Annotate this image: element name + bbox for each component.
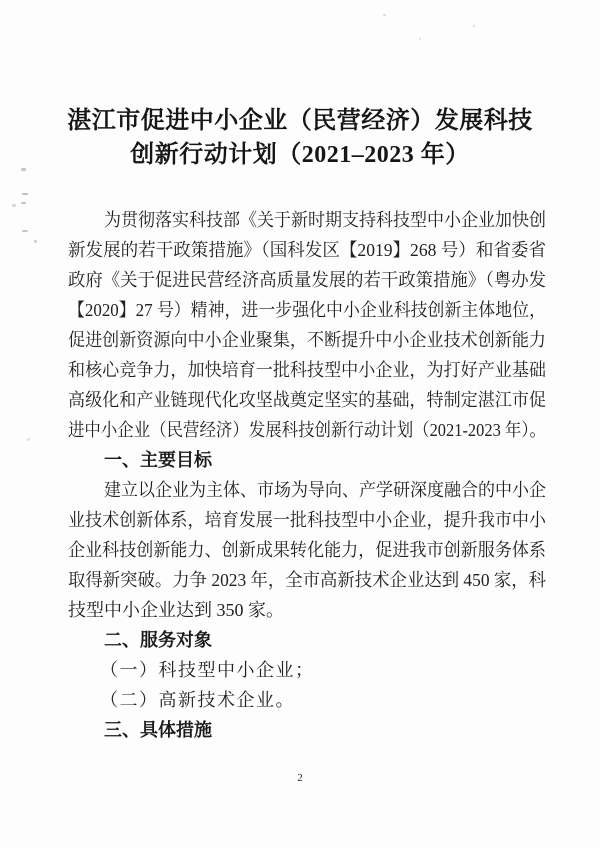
text-line bbox=[68, 565, 546, 595]
document-title-line-2: 创新行动计划（2021–2023 年） bbox=[130, 142, 470, 168]
text-line bbox=[68, 235, 546, 265]
text-line bbox=[68, 475, 546, 505]
section-heading bbox=[68, 445, 546, 475]
text-line-content: 企业科技创新能力、创新成果转化能力，促进我市创新服务体系 bbox=[68, 540, 546, 560]
text-line-content: 取得新突破。力争 2023 年，全市高新技术企业达到 450 家，科 bbox=[68, 570, 546, 590]
text-line-content: 高级化和产业链现代化攻坚战奠定坚实的基础，特制定湛江市促 bbox=[68, 390, 546, 410]
text-line-content: 为贯彻落实科技部《关于新时期支持科技型中小企业加快创 bbox=[104, 210, 546, 230]
scan-speck bbox=[21, 168, 26, 171]
document-body bbox=[68, 205, 546, 745]
text-line-content: 和核心竞争力，加快培育一批科技型中小企业，为打好产业基础 bbox=[68, 360, 546, 380]
text-line-content: 业技术创新体系，培育发展一批科技型中小企业，提升我市中小 bbox=[68, 510, 546, 530]
scan-speck bbox=[34, 240, 37, 243]
text-line-content: （一）科技型中小企业； bbox=[100, 660, 315, 680]
text-line bbox=[68, 385, 546, 415]
text-line-content: 促进创新资源向中小企业聚集，不断提升中小企业技术创新能力 bbox=[68, 330, 546, 350]
text-line bbox=[68, 685, 546, 715]
document-title-line-1: 湛江市促进中小企业（民营经济）发展科技 bbox=[67, 108, 533, 134]
text-line-content: 【2020】27 号）精神，进一步强化中小企业科技创新主体地位， bbox=[68, 300, 546, 320]
scan-speck bbox=[27, 438, 30, 441]
text-line bbox=[68, 355, 546, 385]
scan-speck bbox=[22, 230, 28, 232]
text-line bbox=[68, 595, 546, 625]
text-line bbox=[68, 535, 546, 565]
text-line-content: 建立以企业为主体、市场为导向、产学研深度融合的中小企 bbox=[104, 480, 546, 500]
scan-speck bbox=[383, 14, 386, 16]
scan-speck bbox=[419, 38, 421, 40]
scan-speck bbox=[473, 25, 475, 27]
scan-speck bbox=[22, 193, 28, 195]
text-line-content: 政府《关于促进民营经济高质量发展的若干政策措施》（粤办发 bbox=[68, 270, 546, 290]
page-number: 2 bbox=[297, 772, 303, 784]
document-title bbox=[0, 104, 600, 172]
text-line-content: （二）高新技术企业。 bbox=[100, 690, 295, 710]
scan-speck bbox=[12, 204, 16, 207]
text-line bbox=[68, 415, 546, 445]
text-line bbox=[68, 205, 546, 235]
section-heading bbox=[68, 715, 546, 745]
text-line bbox=[68, 505, 546, 535]
section-heading bbox=[68, 625, 546, 655]
text-line bbox=[68, 325, 546, 355]
text-line-content: 二、服务对象 bbox=[104, 630, 212, 650]
text-line-content: 三、具体措施 bbox=[104, 720, 212, 740]
text-line-content: 新发展的若干政策措施》（国科发区【2019】268 号）和省委省 bbox=[68, 240, 546, 260]
text-line bbox=[68, 295, 546, 325]
scan-speck bbox=[21, 202, 26, 204]
text-line bbox=[68, 655, 546, 685]
text-line-content: 技型中小企业达到 350 家。 bbox=[68, 600, 284, 620]
text-line-content: 一、主要目标 bbox=[104, 450, 212, 470]
text-line-content: 进中小企业（民营经济）发展科技创新行动计划（2021-2023 年）。 bbox=[68, 420, 546, 440]
text-line bbox=[68, 265, 546, 295]
